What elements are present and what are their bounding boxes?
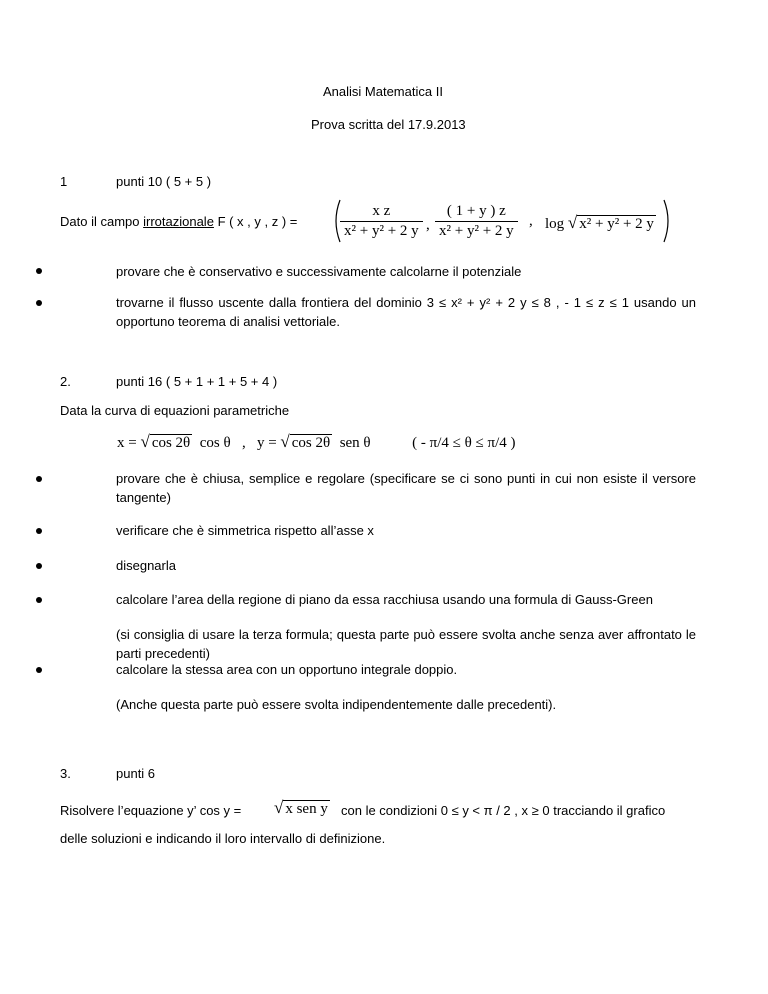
ex2-theta-range: ( - π/4 ≤ θ ≤ π/4 ) xyxy=(412,435,516,451)
ex2-note-double: (Anche questa parte può essere svolta indipendentemente dalle precedenti). xyxy=(116,697,557,712)
bullet-icon xyxy=(36,563,44,571)
ex1-comma-1: , xyxy=(426,217,430,233)
course-title: Analisi Matematica II xyxy=(323,84,443,99)
ex1-field-name: F ( x , y , z ) = xyxy=(217,214,298,229)
ex2-note-gauss: (si consiglia di usare la terza formula; questa parte può essere svolta anche senza aver affrontato le parti precedenti) xyxy=(116,627,696,661)
ex2-task-1: provare che è chiusa, semplice e regolare (specificare se ci sono punti in cui non esiste il versore tangente) xyxy=(116,471,696,505)
ex2-intro: Data la curva di equazioni parametriche xyxy=(60,403,290,418)
bullet-icon xyxy=(36,528,44,536)
ex2-task-4: calcolare l’area della regione di piano da essa racchiusa usando una formula di Gauss-Green xyxy=(116,592,653,607)
ex1-log-term: log √ x² + y² + 2 y xyxy=(545,213,654,232)
ex1-task-2: trovarne il flusso uscente dalla frontiera del dominio 3 ≤ x² + y² + 2 y ≤ 8 , - 1 ≤ z ≤ 1 usando un opportuno teorema di analisi vettoriale. xyxy=(116,295,696,329)
ex1-number: 1 xyxy=(60,174,68,189)
bullet-icon xyxy=(36,597,44,605)
ex1-right-paren xyxy=(662,198,674,244)
ex1-comma-2: , xyxy=(529,213,533,229)
ex1-intro: Dato il campo irrotazionale F ( x , y , z ) = xyxy=(60,214,298,229)
bullet-icon xyxy=(36,300,44,308)
bullet-icon xyxy=(36,667,44,675)
ex2-parametric-equations: x = √ cos 2θ cos θ , y = √ cos 2θ sen θ ( - π/4 ≤ θ ≤ π/4 ) xyxy=(117,432,516,451)
ex3-number: 3. xyxy=(60,766,71,781)
ex2-task-2: verificare che è simmetrica rispetto all’asse x xyxy=(116,523,374,538)
bullet-icon xyxy=(36,268,44,276)
ex1-irrotational: irrotazionale xyxy=(143,214,214,229)
ex1-fraction-1: $\frac{\text{x z}}{\text{x² + y² + 2 y}}$ xyxy=(340,203,423,240)
ex1-fraction-2: $\frac{( 1 + y ) z}{\text{x² + y² + 2 y}}$ xyxy=(435,203,518,240)
ex1-points: punti 10 ( 5 + 5 ) xyxy=(116,174,212,189)
ex2-points: punti 16 ( 5 + 1 + 1 + 5 + 4 ) xyxy=(116,374,278,389)
ex2-task-3: disegnarla xyxy=(116,558,176,573)
ex3-text-c: delle soluzioni e indicando il loro intervallo di definizione. xyxy=(60,831,386,846)
ex2-number: 2. xyxy=(60,374,71,389)
exam-date: Prova scritta del 17.9.2013 xyxy=(311,117,466,132)
ex1-task-1: provare che è conservativo e successivamente calcolarne il potenziale xyxy=(116,264,522,279)
ex3-sqrt-term: √ x sen y xyxy=(274,798,328,817)
ex3-text-a: Risolvere l’equazione y’ cos y = xyxy=(60,803,242,818)
ex3-text-b: con le condizioni 0 ≤ y < π / 2 , x ≥ 0 tracciando il grafico xyxy=(341,803,666,818)
ex3-points: punti 6 xyxy=(116,766,156,781)
bullet-icon xyxy=(36,476,44,484)
ex2-task-5: calcolare la stessa area con un opportuno integrale doppio. xyxy=(116,662,458,677)
